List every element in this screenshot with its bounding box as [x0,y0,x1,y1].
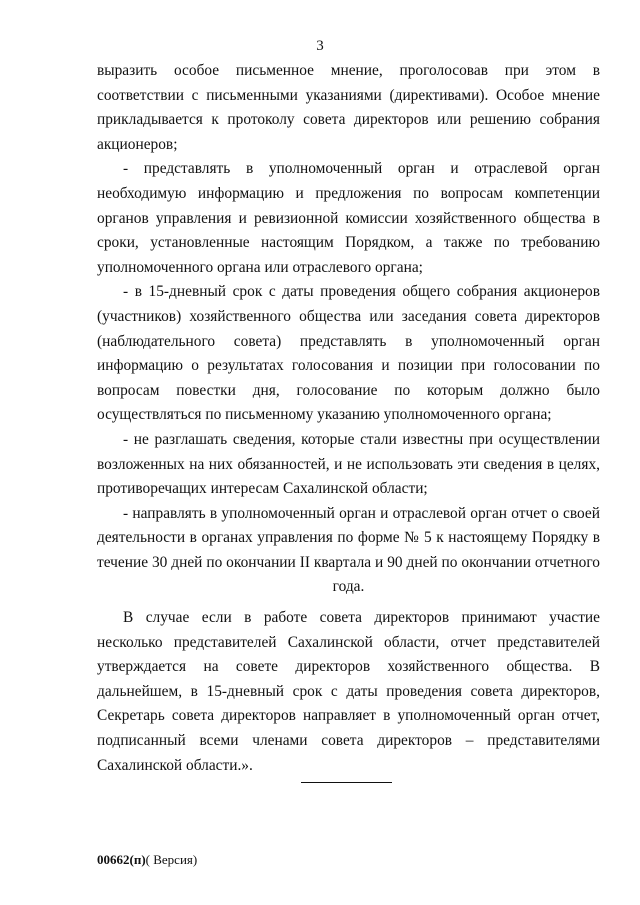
paragraph-provide-information: - представлять в уполномоченный орган и отраслевой орган необходимую информацию и предложения по вопросам компетенции органов управления и ревизионной комиссии хозяйственного общества в сроки, установленные настоящим Порядком, а также по требованию уполномоченного органа или отраслевого органа; [97,160,600,276]
paragraph-voting-results: - в 15-дневный срок с даты проведения общего собрания акционеров (участников) хозяйственного общества или заседания совета директоров (наблюдательного совета) представлять в уполномоченный орган информацию о результатах голосования и позиции при голосовании по вопросам повестки дня, голосование по которым должно было осуществляться по письменному указанию уполномоченного органа; [97,283,600,424]
paragraph-activity-report: - направлять в уполномоченный орган и отраслевой орган отчет о своей деятельности в органах управления по форме № 5 к настоящему Порядку в течение 30 дней по окончании II квартала и 90 дней по окончании отчетного года. [97,504,600,596]
separator-line [301,782,392,783]
paragraph-special-opinion: выразить особое письменное мнение, проголосовав при этом в соответствии с письменными указаниями (директивами). Особое мнение прикладывается к протоколу совета директоров или решению собрания акционеров; [97,62,600,153]
page-number: 3 [316,38,324,54]
footer-code: 00662(п) [97,852,146,867]
document-body [97,59,600,778]
paragraph-board-report: В случае если в работе совета директоров принимают участие несколько представителей Сахалинской области, отчет представителей утверждается на совете директоров хозяйственного общества. В дальнейшем, в 15-дневный срок с даты проведения совета директоров, Секретарь совета директоров направляет в уполномоченный орган отчет, подписанный всеми членами совета директоров – представителями Сахалинской области.». [97,609,600,774]
footer-version: ( Версия) [145,852,198,867]
paragraph-non-disclosure: - не разглашать сведения, которые стали известны при осуществлении возложенных на них обязанностей, и не использовать эти сведения в целях, противоречащих интересам Сахалинской области; [97,430,600,498]
footer-document-code [97,852,197,868]
